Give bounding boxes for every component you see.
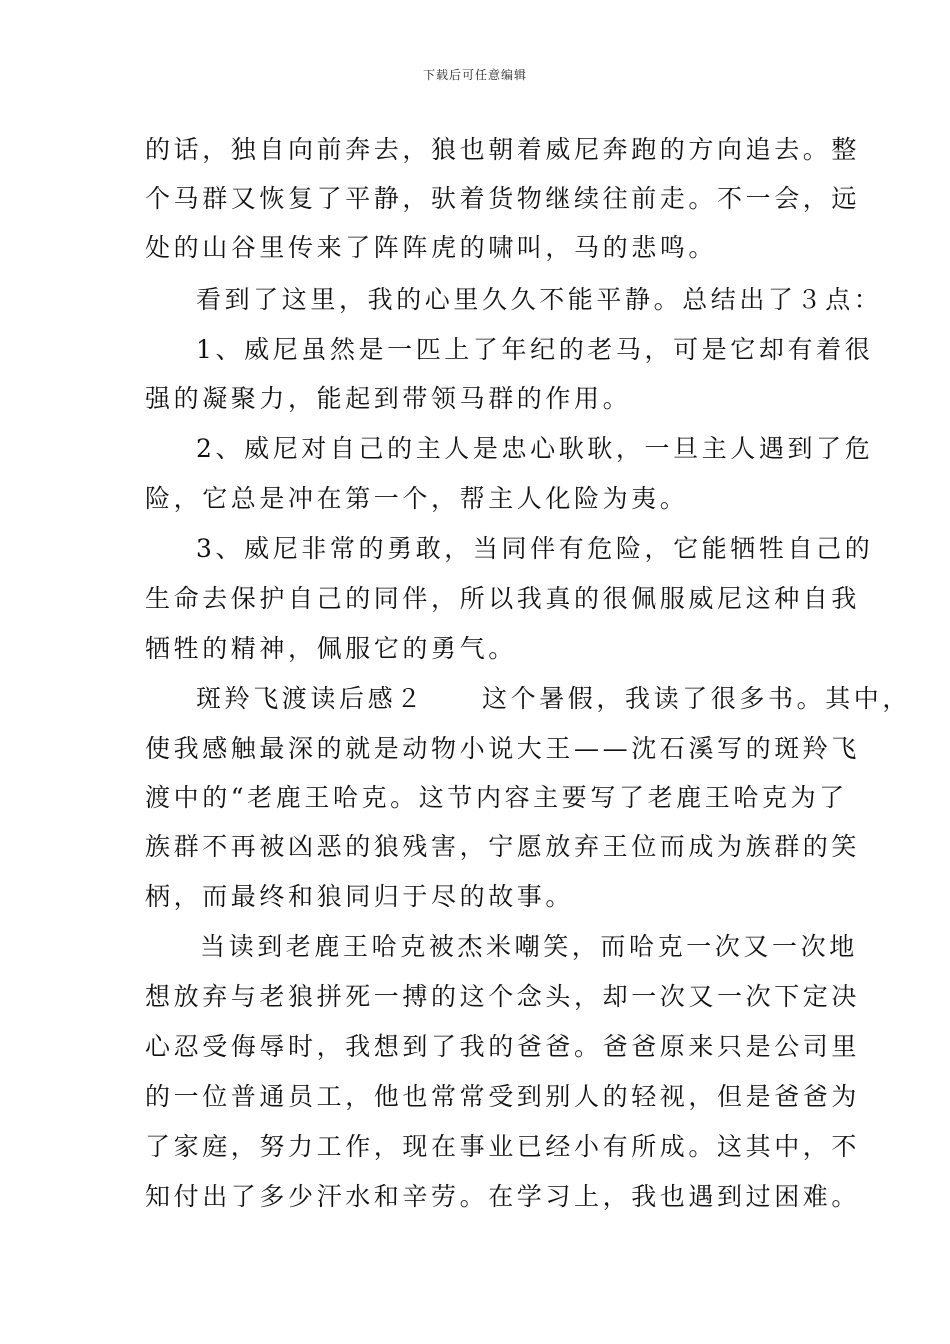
body-line: 生命去保护自己的同伴，所以我真的很佩服威尼这种自我 xyxy=(145,584,861,613)
body-line: 了家庭，努力工作，现在事业已经小有所成。这其中，不 xyxy=(145,1132,861,1161)
body-line: 2、威尼对自己的主人是忠心耿耿，一旦主人遇到了危 xyxy=(196,434,874,463)
body-line: 族群不再被凶恶的狼残害，宁愿放弃王位而成为族群的笑 xyxy=(145,832,861,861)
body-line: 柄，而最终和狼同归于尽的故事。 xyxy=(145,882,575,911)
body-line: 处的山谷里传来了阵阵虎的啸叫，马的悲鸣。 xyxy=(145,233,718,262)
body-line: 个马群又恢复了平静，驮着货物继续往前走。不一会，远 xyxy=(145,184,861,213)
body-line: 牺牲的精神，佩服它的勇气。 xyxy=(145,634,517,663)
body-line: 3、威尼非常的勇敢，当同伴有危险，它能牺牲自己的 xyxy=(196,534,874,563)
body-line: 强的凝聚力，能起到带领马群的作用。 xyxy=(145,384,632,413)
page-header: 下载后可任意编辑 xyxy=(422,68,527,82)
body-line: 险，它总是冲在第一个，帮主人化险为夷。 xyxy=(145,484,689,513)
body-line: 的话，独自向前奔去，狼也朝着威尼奔跑的方向追去。整 xyxy=(145,135,861,164)
body-line: 知付出了多少汗水和辛劳。在学习上，我也遇到过困难。 xyxy=(145,1182,861,1211)
body-line: 渡中的“老鹿王哈克。这节内容主要写了老鹿王哈克为了 xyxy=(145,783,848,812)
body-line: 看到了这里，我的心里久久不能平静。总结出了３点： xyxy=(196,285,883,314)
body-line: 当读到老鹿王哈克被杰米嘲笑，而哈克一次又一次地 xyxy=(200,932,858,961)
body-line: 1、威尼虽然是一匹上了年纪的老马，可是它却有着很 xyxy=(196,335,874,364)
body-line: 使我感触最深的就是动物小说大王——沈石溪写的斑羚飞 xyxy=(145,734,861,763)
body-line: 心忍受侮辱时，我想到了我的爸爸。爸爸原来只是公司里 xyxy=(145,1032,861,1061)
body-line: 想放弃与老狼拼死一搏的这个念头，却一次又一次下定决 xyxy=(145,982,861,1011)
body-line: 斑羚飞渡读后感２ 这个暑假，我读了很多书。其中， xyxy=(196,684,912,713)
body-line: 的一位普通员工，他也常常受到别人的轻视，但是爸爸为 xyxy=(145,1082,861,1111)
